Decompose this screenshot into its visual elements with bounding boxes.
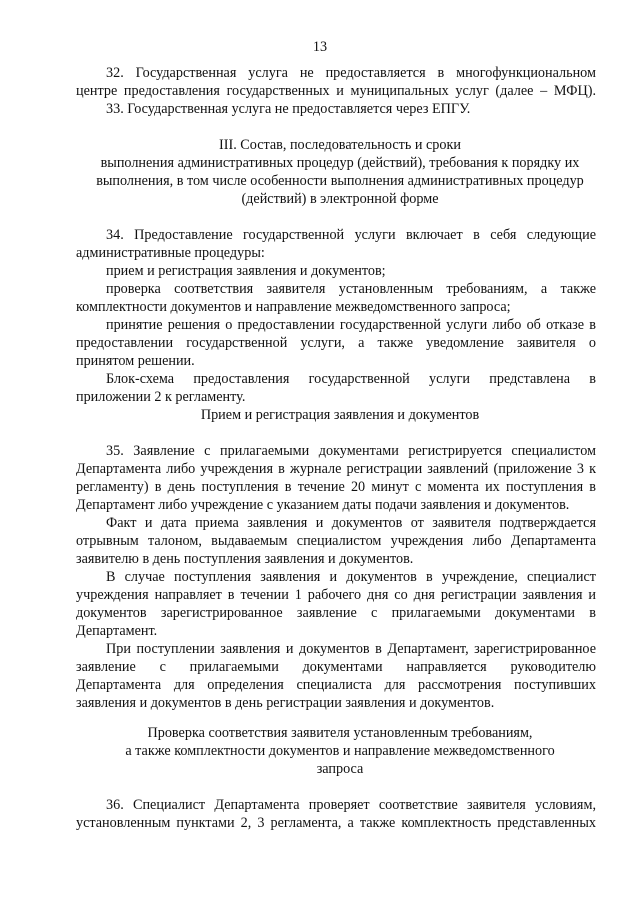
section-heading: выполнения административных процедур (действий), требования к порядку их (100, 155, 580, 171)
page-number: 13 (312, 39, 328, 55)
subsection-heading: запроса (316, 761, 364, 777)
subsection-heading: а также комплектности документов и направление межведомственного (125, 743, 555, 759)
text-line: 33. Государственная услуга не предоставляется через ЕПГУ. (106, 101, 471, 117)
subsection-heading: Проверка соответствия заявителя установленным требованиям, (147, 725, 533, 741)
text-line: Департамента для определения специалиста для рассмотрения поступивших (76, 677, 596, 693)
text-line: Департамент. (76, 623, 158, 639)
list-item: принятие решения о предоставлении государственной услуги либо об отказе в (106, 317, 596, 333)
text-line: принятом решении. (76, 353, 195, 369)
text-line: В случае поступления заявления и документов в учреждение, специалист (106, 569, 596, 585)
text-line: 32. Государственная услуга не предоставляется в многофункциональном (106, 65, 596, 81)
text-line: 35. Заявление с прилагаемыми документами регистрируется специалистом (106, 443, 596, 459)
text-line: установленным пунктами 2, 3 регламента, а также комплектность представленных (76, 815, 596, 831)
text-line: центре предоставления государственных и муниципальных услуг (далее – МФЦ). (76, 83, 596, 99)
text-line: 34. Предоставление государственной услуги включает в себя следующие (106, 227, 596, 243)
text-line: заявление с прилагаемыми документами направляется руководителю (76, 659, 596, 675)
text-line: Департамента либо учреждения в журнале регистрации заявлений (приложение 3 к (76, 461, 596, 477)
text-line: Факт и дата приема заявления и документов от заявителя подтверждается (106, 515, 596, 531)
list-item: проверка соответствия заявителя установленным требованиям, а также (106, 281, 596, 297)
text-line: заявителю в день поступления заявления и документов. (76, 551, 414, 567)
text-line: При поступлении заявления и документов в Департамент, зарегистрированное (106, 641, 596, 657)
list-item: прием и регистрация заявления и документов; (106, 263, 386, 279)
subsection-heading: Прием и регистрация заявления и документов (200, 407, 480, 423)
text-line: Департамент либо учреждение с указанием даты подачи заявления и документов. (76, 497, 570, 513)
text-line: Блок-схема предоставления государственной услуги представлена в (106, 371, 596, 387)
section-heading: (действий) в электронной форме (241, 191, 439, 207)
section-heading: III. Состав, последовательность и сроки (219, 137, 461, 153)
text-line: приложении 2 к регламенту. (76, 389, 246, 405)
text-line: документов зарегистрированное заявление с прилагаемыми документами в (76, 605, 596, 621)
text-line: учреждения направляет в течении 1 рабочего дня со дня регистрации заявления и (76, 587, 596, 603)
text-line: регламенту) в день поступления в течение 20 минут с момента их поступления в (76, 479, 596, 495)
text-line: предоставлении государственной услуги, а также уведомление заявителя о (76, 335, 596, 351)
text-line: заявления и документов в день регистрации заявления и документов. (76, 695, 495, 711)
text-line: отрывным талоном, выдаваемым специалистом учреждения либо Департамента (76, 533, 596, 549)
section-heading: выполнения, в том числе особенности выполнения административных процедур (96, 173, 584, 189)
text-line: 36. Специалист Департамента проверяет соответствие заявителя условиям, (106, 797, 596, 813)
text-line: комплектности документов и направление межведомственного запроса; (76, 299, 511, 315)
text-line: административные процедуры: (76, 245, 265, 261)
